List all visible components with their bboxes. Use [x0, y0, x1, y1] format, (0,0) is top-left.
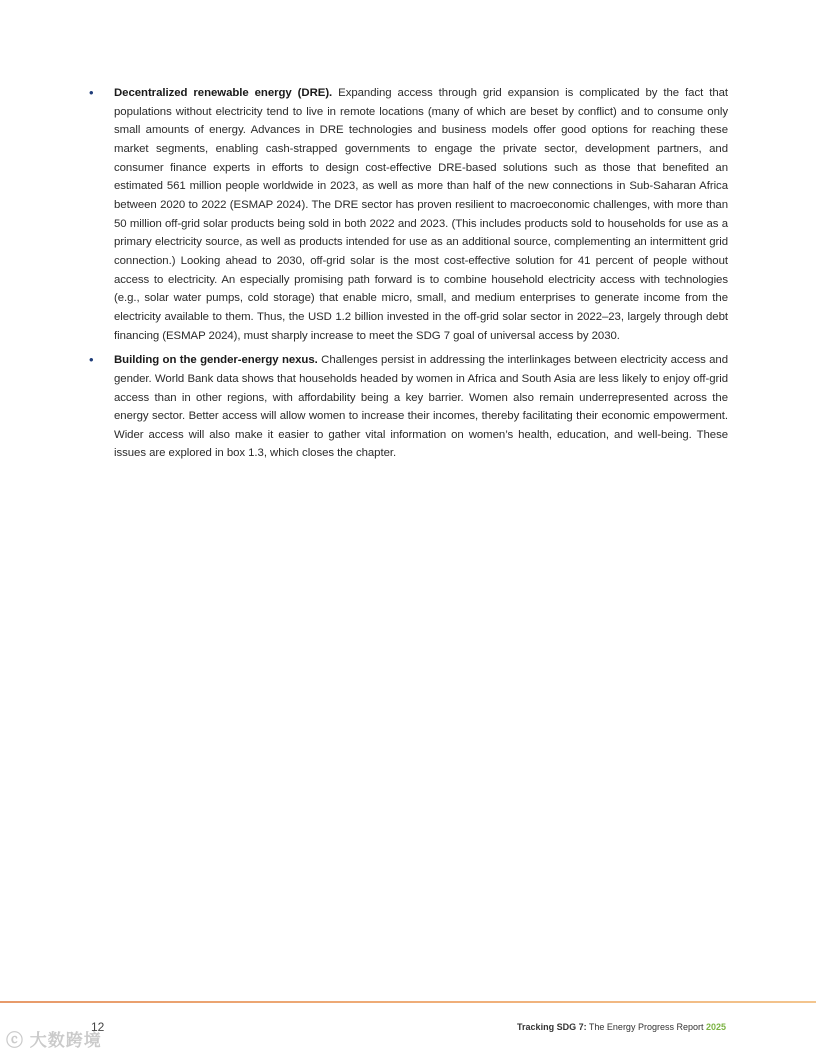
bullet-dot-icon: •	[89, 85, 94, 100]
bullet-gender	[88, 351, 728, 463]
footer-divider	[0, 1001, 816, 1003]
bullet-text: Challenges persist in addressing the interlinkages between electricity access and gender. World Bank data shows that households headed by women in Africa and South Asia are less likely to enjoy off-grid access than in other regions, with affordability being a key barrier. Women also remain underrepresented across the energy sector. Better access will allow women to increase their incomes, thereby facilitating their economic empowerment. Wider access will also make it easier to gather vital information on women’s health, education, and well-being. These issues are explored in box 1.3, which closes the chapter.	[114, 354, 728, 460]
footer-report-title	[517, 1022, 726, 1032]
bullet-dre	[88, 84, 728, 345]
bullet-dot-icon: •	[89, 352, 94, 368]
bullet-lead: Decentralized renewable energy (DRE).	[114, 87, 333, 99]
footer-title-bold: Tracking SDG 7:	[517, 1022, 587, 1032]
page-number: 12	[91, 1020, 105, 1034]
footer-year: 2025	[705, 1022, 726, 1032]
watermark-logo: ⓒ 大数跨境	[6, 1031, 102, 1050]
bullet-text: Expanding access through grid expansion is complicated by the fact that populations without electricity tend to live in remote locations (many of which are beset by conflict) and to consume only small amounts of energy. Advances in DRE technologies and business models offer good options for reaching these market segments, enabling cash-strapped governments to engage the private sector, development partners, and consumer finance experts in efforts to design cost-effective DRE-based solutions such as those that benefited an estimated 561 million people worldwide in 2023, as well as more than half of the new connections in Sub-Saharan Africa between 2020 to 2022 (ESMAP 2024). The DRE sector has proven resilient to macroeconomic challenges, with more than 50 million off-grid solar products being sold in both 2022 and 2023. (This includes products sold to households for use as a primary electricity source, as well as products intended for use as an additional source, complementing an intermittent grid connection.) Looking ahead to 2030, off-grid solar is the most cost-effective solution for 41 percent of people without access to electricity. An especially promising path forward is to combine household electricity access with technologies (e.g., solar water pumps, cold storage) that enable micro, small, and medium enterprises to generate income from the electricity available to them. Thus, the USD 1.2 billion invested in the off-grid solar sector in 2022–23, largely through debt financing (ESMAP 2024), must sharply increase to meet the SDG 7 goal of universal access by 2030.	[114, 87, 728, 342]
bullet-list	[88, 84, 728, 469]
footer-title-rest: The Energy Progress Report	[586, 1022, 706, 1032]
bullet-lead: Building on the gender-energy nexus.	[114, 354, 318, 367]
